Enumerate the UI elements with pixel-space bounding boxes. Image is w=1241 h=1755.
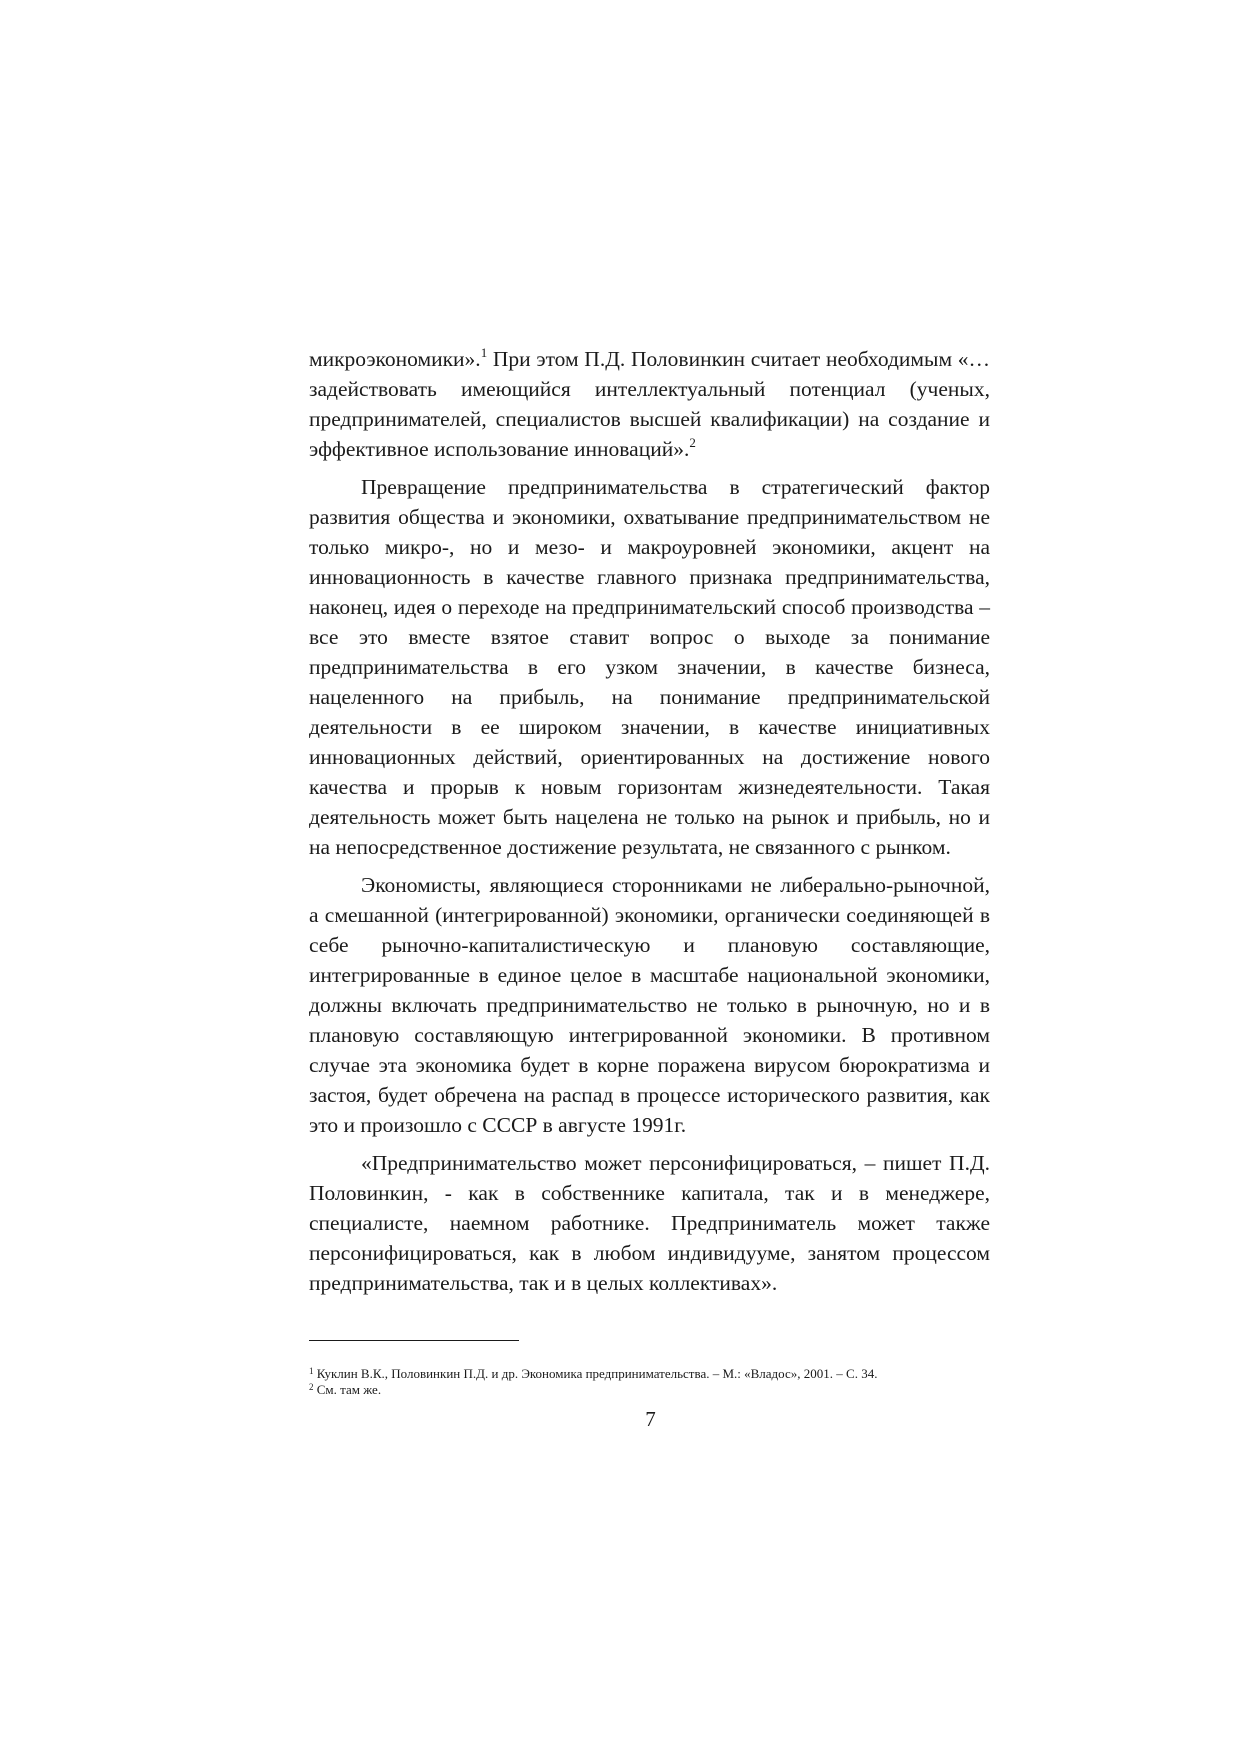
paragraph-4: «Предпринимательство может персонифицироваться, – пишет П.Д. Половинкин, - как в собственнике капитала, так и в менеджере, специалисте, наемном работнике. Предприниматель может также персонифицироваться, как в любом индивидууме, занятом процессом предпринимательства, так и в целых коллективах».: [309, 1151, 990, 1295]
footnote-ref-2[interactable]: 2: [689, 435, 696, 450]
footnote-2: [309, 1382, 990, 1398]
footnotes: [309, 1366, 990, 1398]
paragraph-3: Экономисты, являющиеся сторонниками не либерально-рыночной, а смешанной (интегрированной) экономики, органически соединяющей в себе рыночно-капиталистическую и плановую составляющие, интегрированные в единое целое в масштабе национальной экономики, должны включать предпринимательство не только в рыночную, но и в плановую составляющую интегрированной экономики. В противном случае эта экономика будет в корне поражена вирусом бюрократизма и застоя, будет обречена на распад в процессе исторического развития, как это и произошло с СССР в августе 1991г.: [309, 873, 990, 1137]
footnote-separator: [309, 1340, 519, 1341]
paragraph-1-text-b: При этом П.Д. Половинкин считает необходимым «… задействовать имеющийся интеллектуальный потенциал (ученых, предпринимателей, специалистов высшей квалификации) на создание и эффективное использование инноваций».: [309, 347, 990, 461]
paragraph-2: Превращение предпринимательства в стратегический фактор развития общества и экономики, охватывание предпринимательством не только микро-, но и мезо- и макроуровней экономики, акцент на инновационность в качестве главного признака предпринимательства, наконец, идея о переходе на предпринимательский способ производства – все это вместе взятое ставит вопрос о выходе за понимание предпринимательства в его узком значении, в качестве бизнеса, нацеленного на прибыль, на понимание предпринимательской деятельности в ее широком значении, в качестве инициативных инновационных действий, ориентированных на достижение нового качества и прорыв к новым горизонтам жизнедеятельности. Такая деятельность может быть нацелена не только на рынок и прибыль, но и на непосредственное достижение результата, не связанного с рынком.: [309, 475, 990, 859]
paragraph-1-text-a: микроэкономики».: [309, 347, 481, 371]
footnote-ref-1[interactable]: 1: [480, 345, 488, 360]
footnote-1-text: Куклин В.К., Половинкин П.Д. и др. Экономика предпринимательства. – М.: «Владос», 2001. – С. 34.: [313, 1366, 878, 1381]
main-text: [309, 344, 990, 1298]
footnote-2-text: См. там же.: [313, 1382, 382, 1397]
footnote-2-mark: 2: [309, 1382, 314, 1392]
footnote-1-mark: 1: [309, 1366, 314, 1376]
footnote-1: [309, 1366, 990, 1382]
page-number: 7: [645, 1407, 656, 1431]
paragraph-1: [309, 344, 990, 464]
